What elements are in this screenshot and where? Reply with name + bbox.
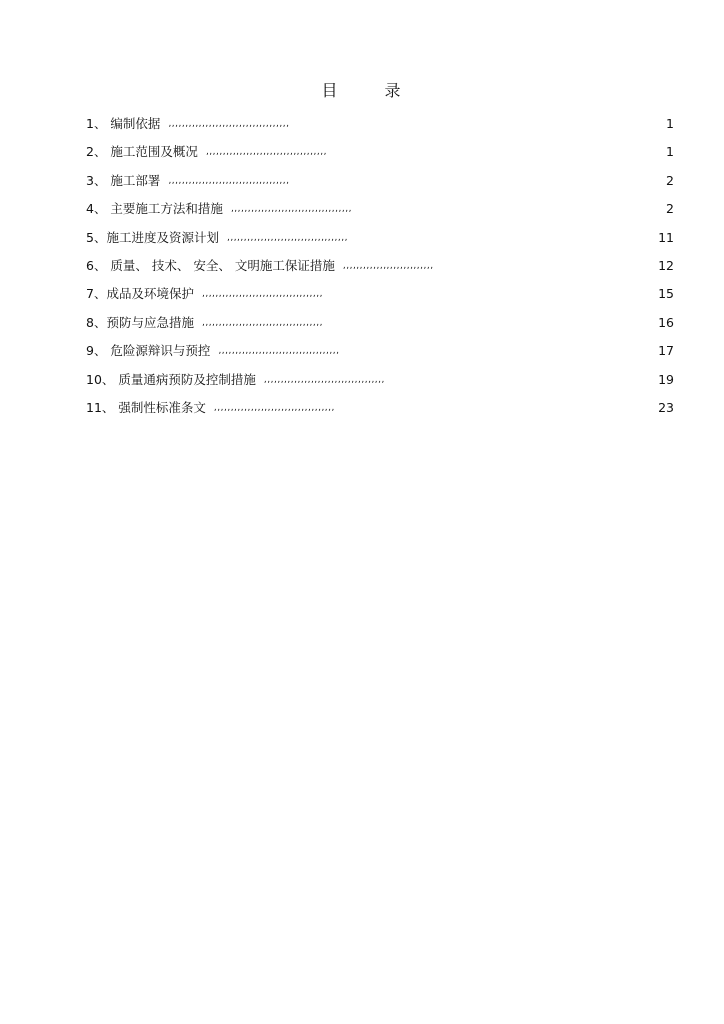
toc-entry-leader: ,,,,,,,,,,,,,,,,,,,,,,,,,,,,,,,,,,,, bbox=[263, 374, 385, 385]
toc-entry-page-number: 19 bbox=[658, 371, 674, 387]
toc-entry-page-number: 11 bbox=[658, 229, 674, 245]
toc-title bbox=[0, 78, 724, 101]
toc-entry-page-number: 16 bbox=[658, 314, 674, 330]
toc-entry[interactable] bbox=[86, 142, 674, 170]
toc-entry-page-number: 12 bbox=[658, 257, 674, 273]
toc-entry[interactable] bbox=[86, 370, 674, 398]
toc-title-part2: 录 bbox=[384, 81, 403, 100]
toc-entry-page-number: 17 bbox=[658, 343, 674, 359]
toc-entry-leader: ,,,,,,,,,,,,,,,,,,,,,,,,,,,,,,,,,,,, bbox=[201, 289, 323, 300]
toc-entry[interactable] bbox=[86, 114, 674, 142]
toc-entry-label: 6、 质量、 技术、 安全、 文明施工保证措施 bbox=[86, 257, 335, 273]
toc-entry-page-number: 1 bbox=[666, 116, 674, 131]
toc-entry-label: 2、 施工范围及概况 bbox=[86, 144, 198, 160]
toc-entry-leader: ,,,,,,,,,,,,,,,,,,,,,,,,,,,,,,,,,,,, bbox=[168, 175, 290, 186]
toc-entry[interactable] bbox=[86, 341, 674, 369]
toc-entry[interactable] bbox=[86, 398, 674, 426]
toc-entry-label: 4、 主要施工方法和措施 bbox=[86, 201, 223, 217]
toc-entry-label: 3、 施工部署 bbox=[86, 172, 161, 188]
toc-entry-leader: ,,,,,,,,,,,,,,,,,,,,,,,,,,,,,,,,,,,, bbox=[213, 402, 335, 413]
toc-entry-page-number: 23 bbox=[658, 399, 674, 415]
toc-entry[interactable] bbox=[86, 171, 674, 199]
toc-entry-leader: ,,,,,,,,,,,,,,,,,,,,,,,,,,,,,,,,,,,, bbox=[218, 346, 340, 357]
toc-title-part1: 目 bbox=[321, 81, 340, 100]
toc-entry-label: 10、 质量通病预防及控制措施 bbox=[86, 371, 256, 387]
toc-entry[interactable] bbox=[86, 228, 674, 256]
toc-entry-leader: ,,,,,,,,,,,,,,,,,,,,,,,,,,,,,,,,,,,, bbox=[226, 232, 348, 243]
toc-entry-label: 1、 编制依据 bbox=[86, 116, 161, 131]
toc-entry-leader: ,,,,,,,,,,,,,,,,,,,,,,,,,,,,,,,,,,,, bbox=[205, 147, 327, 158]
toc-entry-leader: ,,,,,,,,,,,,,,,,,,,,,,,,,,,,,,,,,,,, bbox=[230, 204, 352, 215]
toc-entry-label: 11、 强制性标准条文 bbox=[86, 399, 206, 415]
toc-entry-leader: ,,,,,,,,,,,,,,,,,,,,,,,,,,,,,,,,,,,, bbox=[201, 317, 323, 328]
toc-entry-page-number: 1 bbox=[666, 144, 674, 160]
toc-entry-label: 9、 危险源辩识与预控 bbox=[86, 343, 211, 359]
toc-entry[interactable] bbox=[86, 284, 674, 312]
toc-entry-page-number: 2 bbox=[666, 172, 674, 188]
toc-entry-label: 5、施工进度及资源计划 bbox=[86, 229, 219, 245]
toc-entry-leader: ,,,,,,,,,,,,,,,,,,,,,,,,,,,,,,,,,,,, bbox=[168, 119, 290, 129]
toc-entry-leader: ,,,,,,,,,,,,,,,,,,,,,,,,,,, bbox=[342, 260, 434, 271]
toc-entry[interactable] bbox=[86, 313, 674, 341]
toc-entry[interactable] bbox=[86, 199, 674, 227]
toc-entry-page-number: 15 bbox=[658, 286, 674, 302]
toc-entry[interactable] bbox=[86, 256, 674, 284]
toc-entry-label: 7、成品及环境保护 bbox=[86, 286, 194, 302]
toc-list bbox=[86, 114, 674, 426]
toc-entry-page-number: 2 bbox=[666, 201, 674, 217]
toc-entry-label: 8、预防与应急措施 bbox=[86, 314, 194, 330]
